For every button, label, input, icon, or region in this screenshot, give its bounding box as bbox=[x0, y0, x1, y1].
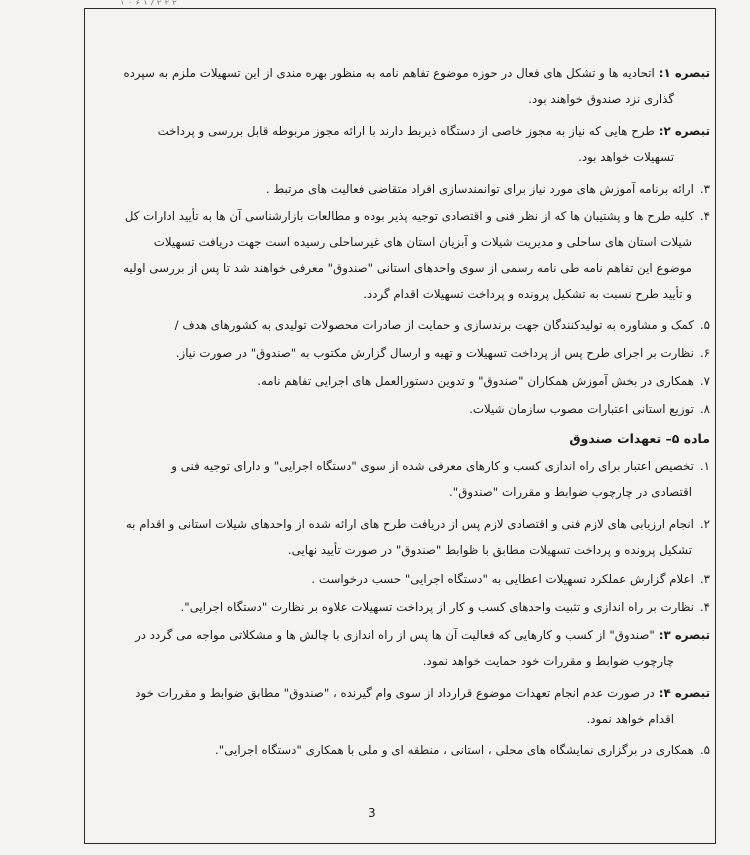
section-heading: ماده ۵– تعهدات صندوق bbox=[569, 431, 710, 446]
list-item-6 bbox=[100, 340, 710, 366]
note-text: اتحادیه ها و تشکل های فعال در حوزه موضوع تفاهم نامه به منظور بهره مندی از این تسهیلات ملزم به سپرده bbox=[123, 66, 655, 80]
item-text: اقتصادی در چارچوب ضوابط و مقررات "صندوق". bbox=[449, 485, 692, 499]
note-text: در صورت عدم انجام تعهدات موضوع قرارداد از سوی وام گیرنده ، "صندوق" مطابق ضوابط و مقررات خود bbox=[135, 686, 655, 700]
item-text: نظارت بر راه اندازی و تثبیت واحدهای کسب و کار از پرداخت تسهیلات علاوه بر نظارت "دستگاه اجرایی". bbox=[180, 600, 694, 614]
item-text: انجام ارزیابی های لازم فنی و اقتصادی لازم پس از دریافت طرح های ارائه شده از واحدهای شیلات استانی و اقدام به bbox=[125, 517, 694, 531]
note-text: طرح هایی که نیاز به مجوز خاصی از دستگاه ذیربط دارند با ارائه مجوز مربوطه قابل بررسی و پرداخت bbox=[157, 124, 655, 138]
note-4 bbox=[100, 680, 710, 732]
item-number: ۳. bbox=[699, 182, 710, 196]
note-label: تبصره ۲: bbox=[658, 124, 710, 138]
list-item-7 bbox=[100, 368, 710, 394]
note-3 bbox=[100, 622, 710, 674]
item-text: همکاری در برگزاری نمایشگاه های محلی ، استانی ، منطقه ای و ملی با همکاری "دستگاه اجرایی". bbox=[215, 743, 694, 757]
item-number: ۶. bbox=[699, 346, 710, 360]
item-text: همکاری در بخش آموزش همکاران "صندوق" و تدوین دستورالعمل های اجرایی تفاهم نامه. bbox=[257, 374, 694, 388]
scan-header-mark: ۱ ۰ ۶ ۱ / ۲ ۲ ۲ bbox=[120, 0, 177, 7]
item-text: تشکیل پرونده و پرداخت تسهیلات مطابق با ظوابط "صندوق" در صورت تأیید نهایی. bbox=[287, 543, 692, 557]
item-number: ۴. bbox=[699, 600, 710, 614]
list-item-3 bbox=[100, 176, 710, 202]
note-text: چارچوب ضوابط و مقررات خود حمایت خواهد نمود. bbox=[422, 654, 674, 668]
list-item-8 bbox=[100, 396, 710, 422]
item-text: کلیه طرح ها و پشتیبان ها که از نظر فنی و اقتصادی توجیه پذیر بوده و مطالعات بازارشناسی آن ها به تأیید ادارات کل bbox=[124, 209, 694, 223]
note-label: تبصره ۴: bbox=[658, 686, 710, 700]
item-number: ۲. bbox=[699, 517, 710, 531]
item-number: ۸. bbox=[699, 402, 710, 416]
note-label: تبصره ۱: bbox=[658, 66, 710, 80]
item-text: کمک و مشاوره به تولیدکنندگان جهت برندسازی و حمایت از صادرات محصولات تولیدی به کشورهای هدف / bbox=[174, 318, 694, 332]
note-text: تسهیلات خواهد بود. bbox=[578, 150, 674, 164]
page-number: 3 bbox=[368, 806, 376, 820]
list-item-4 bbox=[100, 203, 710, 307]
note-2 bbox=[100, 118, 710, 170]
item-number: ۴. bbox=[699, 209, 710, 223]
note-text: گذاری نزد صندوق خواهند بود. bbox=[528, 92, 674, 106]
item-text: شیلات استان های ساحلی و مدیریت شیلات و آبزیان استان های غیرساحلی رسیده است جهت دریافت تسهیلات bbox=[153, 235, 692, 249]
item-text: تخصیص اعتبار برای راه اندازی کسب و کارهای معرفی شده از سوی "دستگاه اجرایی" و دارای توجیه فنی و bbox=[171, 459, 694, 473]
item-number: ۵. bbox=[699, 743, 710, 757]
item-number: ۷. bbox=[699, 374, 710, 388]
list-item-4b bbox=[100, 594, 710, 620]
item-number: ۵. bbox=[699, 318, 710, 332]
item-text: اعلام گزارش عملکرد تسهیلات اعطایی به "دستگاه اجرایی" حسب درخواست . bbox=[311, 572, 694, 586]
note-text: "صندوق" از کسب و کارهایی که فعالیت آن ها پس از راه اندازی با چالش ها و مشکلاتی مواجه می گردد در bbox=[135, 628, 655, 642]
item-number: ۳. bbox=[699, 572, 710, 586]
note-1 bbox=[100, 60, 710, 112]
item-number: ۱. bbox=[699, 459, 710, 473]
item-text: و تأیید طرح نسبت به تشکیل پرونده و پرداخت تسهیلات اقدام گردد. bbox=[363, 287, 692, 301]
item-text: موضوع این تفاهم نامه طی نامه رسمی از سوی واحدهای استانی "صندوق" معرفی خواهند شد تا پس از بررسی اولیه bbox=[123, 261, 692, 275]
list-item-2 bbox=[100, 511, 710, 563]
list-item-5b bbox=[100, 737, 710, 763]
item-text: ارائه برنامه آموزش های مورد نیاز برای توانمندسازی افراد متقاضی فعالیت های مرتبط . bbox=[265, 182, 694, 196]
list-item-1 bbox=[100, 453, 710, 505]
item-text: نظارت بر اجرای طرح پس از پرداخت تسهیلات و تهیه و ارسال گزارش مکتوب به "صندوق" در صورت نیاز. bbox=[175, 346, 694, 360]
note-text: اقدام خواهد نمود. bbox=[586, 712, 674, 726]
note-label: تبصره ۳: bbox=[658, 628, 710, 642]
list-item-5 bbox=[100, 312, 710, 338]
item-text: توزیع استانی اعتبارات مصوب سازمان شیلات. bbox=[469, 402, 694, 416]
list-item-3b bbox=[100, 566, 710, 592]
